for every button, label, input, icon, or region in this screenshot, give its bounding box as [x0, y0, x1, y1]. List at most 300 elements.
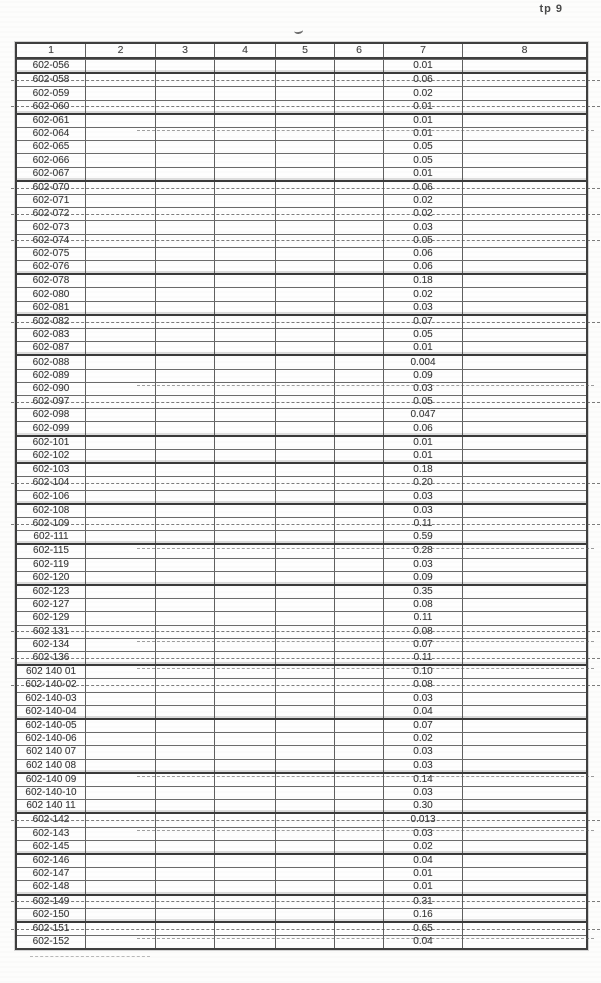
empty-cell — [86, 760, 156, 772]
empty-cell — [463, 733, 586, 745]
row-value: 0.08 — [384, 599, 463, 611]
empty-cell — [276, 370, 335, 382]
empty-cell — [463, 195, 586, 207]
table-row — [17, 328, 586, 341]
empty-cell — [156, 720, 215, 732]
empty-cell — [156, 828, 215, 840]
empty-cell — [335, 841, 384, 853]
empty-cell — [156, 599, 215, 611]
empty-cell — [86, 450, 156, 462]
column-header-2: 2 — [86, 44, 156, 57]
empty-cell — [86, 302, 156, 314]
row-value: 0.09 — [384, 370, 463, 382]
empty-cell — [156, 841, 215, 853]
empty-cell — [463, 923, 586, 935]
column-header-8: 8 — [521, 44, 528, 57]
row-value: 0.01 — [384, 168, 463, 180]
table-row — [17, 517, 586, 530]
empty-cell — [276, 612, 335, 624]
row-value: 0.11 — [384, 612, 463, 624]
empty-cell — [156, 235, 215, 247]
table-row — [17, 314, 586, 328]
empty-cell — [86, 545, 156, 557]
empty-cell — [335, 275, 384, 287]
empty-cell — [463, 168, 586, 180]
row-value: 0.05 — [384, 396, 463, 408]
empty-cell — [215, 275, 276, 287]
empty-cell — [276, 666, 335, 678]
empty-cell — [335, 437, 384, 449]
empty-cell — [276, 800, 335, 812]
row-value: 0.04 — [384, 706, 463, 718]
empty-cell — [156, 639, 215, 651]
table-row — [17, 718, 586, 732]
row-code: 602-129 — [17, 612, 86, 624]
empty-cell — [335, 208, 384, 220]
empty-cell — [463, 477, 586, 489]
empty-cell — [335, 881, 384, 893]
empty-cell — [276, 559, 335, 571]
empty-cell — [335, 329, 384, 341]
row-value: 0.013 — [384, 814, 463, 826]
table-row — [17, 558, 586, 571]
empty-cell — [86, 505, 156, 517]
row-code: 602-067 — [17, 168, 86, 180]
empty-cell — [276, 733, 335, 745]
empty-cell — [86, 923, 156, 935]
empty-cell — [156, 477, 215, 489]
row-value: 0.03 — [384, 693, 463, 705]
row-value: 0.01 — [384, 868, 463, 880]
empty-cell — [276, 936, 335, 948]
empty-cell — [86, 248, 156, 260]
empty-cell — [86, 828, 156, 840]
row-code: 602-146 — [17, 855, 86, 867]
empty-cell — [463, 141, 586, 153]
empty-cell — [86, 208, 156, 220]
empty-cell — [156, 774, 215, 786]
empty-cell — [215, 302, 276, 314]
column-header-6: 6 — [335, 44, 384, 57]
empty-cell — [463, 87, 586, 99]
empty-cell — [276, 141, 335, 153]
row-code: 602-071 — [17, 195, 86, 207]
table-row — [17, 341, 586, 354]
row-value: 0.30 — [384, 800, 463, 812]
table-row — [17, 369, 586, 382]
empty-cell — [156, 693, 215, 705]
row-value: 0.04 — [384, 936, 463, 948]
empty-cell — [86, 572, 156, 584]
column-header-3: 3 — [156, 44, 215, 57]
empty-cell — [215, 182, 276, 194]
empty-cell — [463, 505, 586, 517]
empty-cell — [86, 626, 156, 638]
empty-cell — [463, 855, 586, 867]
empty-cell — [335, 828, 384, 840]
table-row — [17, 260, 586, 273]
empty-cell — [276, 531, 335, 543]
empty-cell — [463, 706, 586, 718]
page-number-label: tp 9 — [539, 3, 563, 15]
empty-cell — [335, 141, 384, 153]
empty-cell — [335, 195, 384, 207]
row-code: 602-143 — [17, 828, 86, 840]
empty-cell — [335, 396, 384, 408]
empty-cell — [156, 356, 215, 368]
empty-cell — [463, 60, 586, 72]
empty-cell — [215, 518, 276, 530]
table-row — [17, 638, 586, 651]
empty-cell — [156, 437, 215, 449]
row-value: 0.02 — [384, 87, 463, 99]
table-row — [17, 476, 586, 489]
empty-cell — [276, 572, 335, 584]
empty-cell — [463, 612, 586, 624]
empty-cell — [156, 923, 215, 935]
empty-cell — [215, 342, 276, 354]
empty-cell — [276, 261, 335, 273]
empty-cell — [276, 383, 335, 395]
empty-cell — [86, 814, 156, 826]
empty-cell — [276, 288, 335, 300]
empty-cell — [276, 87, 335, 99]
empty-cell — [276, 208, 335, 220]
empty-cell — [335, 409, 384, 421]
empty-cell — [156, 936, 215, 948]
empty-cell — [463, 559, 586, 571]
empty-cell — [156, 518, 215, 530]
empty-cell — [156, 855, 215, 867]
empty-cell — [156, 275, 215, 287]
row-code: 602-123 — [17, 586, 86, 598]
empty-cell — [86, 87, 156, 99]
empty-cell — [156, 814, 215, 826]
row-value: 0.01 — [384, 342, 463, 354]
empty-cell — [335, 706, 384, 718]
empty-cell — [86, 383, 156, 395]
empty-cell — [86, 261, 156, 273]
table-row — [17, 167, 586, 180]
row-code: 602-115 — [17, 545, 86, 557]
empty-cell — [335, 599, 384, 611]
empty-cell — [215, 329, 276, 341]
column-header-1: 1 — [17, 44, 86, 57]
empty-cell — [335, 787, 384, 799]
table-row — [17, 354, 586, 368]
row-value: 0.09 — [384, 572, 463, 584]
row-code: 602-073 — [17, 221, 86, 233]
row-code: 602-064 — [17, 128, 86, 140]
empty-cell — [86, 841, 156, 853]
empty-cell — [463, 626, 586, 638]
empty-cell — [335, 87, 384, 99]
empty-cell — [86, 706, 156, 718]
empty-cell — [335, 612, 384, 624]
empty-cell — [215, 101, 276, 113]
empty-cell — [276, 760, 335, 772]
empty-cell — [463, 288, 586, 300]
row-code: 602-083 — [17, 329, 86, 341]
empty-cell — [215, 868, 276, 880]
empty-cell — [215, 154, 276, 166]
table-row — [17, 247, 586, 260]
empty-cell — [276, 586, 335, 598]
row-value: 0.35 — [384, 586, 463, 598]
empty-cell — [86, 329, 156, 341]
empty-cell — [215, 720, 276, 732]
empty-cell — [215, 531, 276, 543]
empty-cell — [86, 881, 156, 893]
table-row — [17, 127, 586, 140]
row-value: 0.03 — [384, 383, 463, 395]
row-code: 602-127 — [17, 599, 86, 611]
empty-cell — [463, 572, 586, 584]
row-value: 0.11 — [384, 652, 463, 664]
empty-cell — [463, 182, 586, 194]
table-row — [17, 503, 586, 517]
empty-cell — [215, 464, 276, 476]
empty-cell — [463, 437, 586, 449]
empty-cell — [276, 422, 335, 434]
empty-cell — [215, 586, 276, 598]
empty-cell — [335, 356, 384, 368]
row-code: 602-099 — [17, 422, 86, 434]
table-row — [17, 490, 586, 503]
empty-cell — [276, 464, 335, 476]
empty-cell — [463, 720, 586, 732]
empty-cell — [335, 923, 384, 935]
row-value: 0.03 — [384, 746, 463, 758]
row-code: 602-136 — [17, 652, 86, 664]
empty-cell — [156, 612, 215, 624]
row-code: 602-074 — [17, 235, 86, 247]
empty-cell — [276, 626, 335, 638]
row-value: 0.08 — [384, 626, 463, 638]
empty-cell — [276, 182, 335, 194]
empty-cell — [156, 733, 215, 745]
empty-cell — [335, 720, 384, 732]
empty-cell — [276, 706, 335, 718]
empty-cell — [335, 168, 384, 180]
empty-cell — [156, 221, 215, 233]
empty-cell — [215, 733, 276, 745]
empty-cell — [463, 639, 586, 651]
empty-cell — [276, 518, 335, 530]
table-row — [17, 598, 586, 611]
row-code: 602-098 — [17, 409, 86, 421]
column-header-4: 4 — [215, 44, 276, 57]
empty-cell — [276, 814, 335, 826]
table-row — [17, 827, 586, 840]
empty-cell — [276, 221, 335, 233]
empty-cell — [463, 679, 586, 691]
row-code: 602-150 — [17, 909, 86, 921]
empty-cell — [215, 896, 276, 908]
empty-cell — [463, 666, 586, 678]
row-code: 602-106 — [17, 491, 86, 503]
empty-cell — [335, 450, 384, 462]
empty-cell — [156, 464, 215, 476]
empty-cell — [463, 531, 586, 543]
empty-cell — [156, 154, 215, 166]
empty-cell — [276, 896, 335, 908]
empty-cell — [335, 518, 384, 530]
row-code: 602-059 — [17, 87, 86, 99]
empty-cell — [156, 195, 215, 207]
table-row — [17, 207, 586, 220]
row-code: 602-119 — [17, 559, 86, 571]
empty-cell — [335, 855, 384, 867]
row-value: 0.28 — [384, 545, 463, 557]
empty-cell — [86, 396, 156, 408]
empty-cell — [215, 909, 276, 921]
empty-cell — [276, 342, 335, 354]
empty-cell — [463, 275, 586, 287]
table-row — [17, 140, 586, 153]
table-header-row — [17, 44, 586, 59]
row-value: 0.06 — [384, 422, 463, 434]
data-table — [15, 42, 588, 950]
empty-cell — [215, 599, 276, 611]
empty-cell — [215, 639, 276, 651]
row-value: 0.03 — [384, 787, 463, 799]
empty-cell — [335, 221, 384, 233]
empty-cell — [463, 545, 586, 557]
row-code: 602-056 — [17, 60, 86, 72]
empty-cell — [86, 746, 156, 758]
empty-cell — [335, 248, 384, 260]
empty-cell — [156, 706, 215, 718]
empty-cell — [215, 383, 276, 395]
table-row — [17, 113, 586, 127]
empty-cell — [86, 720, 156, 732]
empty-cell — [215, 128, 276, 140]
empty-cell — [215, 652, 276, 664]
row-code: 602-140-03 — [17, 693, 86, 705]
table-row — [17, 853, 586, 867]
empty-cell — [335, 936, 384, 948]
empty-cell — [463, 652, 586, 664]
empty-cell — [335, 572, 384, 584]
empty-cell — [463, 208, 586, 220]
empty-cell — [156, 491, 215, 503]
empty-cell — [335, 746, 384, 758]
empty-cell — [276, 60, 335, 72]
empty-cell — [335, 302, 384, 314]
empty-cell — [463, 896, 586, 908]
row-code: 602-134 — [17, 639, 86, 651]
empty-cell — [86, 437, 156, 449]
empty-cell — [156, 881, 215, 893]
empty-cell — [335, 559, 384, 571]
empty-cell — [463, 599, 586, 611]
row-code: 602-101 — [17, 437, 86, 449]
empty-cell — [215, 814, 276, 826]
empty-cell — [463, 221, 586, 233]
row-code: 602-140 09 — [17, 774, 86, 786]
empty-cell — [276, 409, 335, 421]
empty-cell — [156, 760, 215, 772]
empty-cell — [276, 356, 335, 368]
empty-cell — [463, 342, 586, 354]
empty-cell — [215, 437, 276, 449]
row-value: 0.05 — [384, 235, 463, 247]
row-code: 602-065 — [17, 141, 86, 153]
empty-cell — [86, 936, 156, 948]
empty-cell — [335, 733, 384, 745]
empty-cell — [156, 208, 215, 220]
table-row — [17, 301, 586, 314]
row-value: 0.03 — [384, 828, 463, 840]
table-row — [17, 449, 586, 462]
empty-cell — [215, 477, 276, 489]
table-row — [17, 692, 586, 705]
empty-cell — [215, 666, 276, 678]
empty-cell — [463, 74, 586, 86]
empty-cell — [156, 868, 215, 880]
table-row — [17, 611, 586, 624]
empty-cell — [276, 841, 335, 853]
row-value: 0.05 — [384, 141, 463, 153]
row-value: 0.01 — [384, 450, 463, 462]
empty-cell — [86, 356, 156, 368]
empty-cell — [86, 409, 156, 421]
empty-cell — [156, 248, 215, 260]
empty-cell — [156, 115, 215, 127]
empty-cell — [215, 396, 276, 408]
empty-cell — [215, 774, 276, 786]
empty-cell — [276, 639, 335, 651]
table-row — [17, 584, 586, 598]
empty-cell — [276, 787, 335, 799]
empty-cell — [156, 572, 215, 584]
row-code: 602-097 — [17, 396, 86, 408]
empty-cell — [276, 909, 335, 921]
empty-cell — [215, 936, 276, 948]
empty-cell — [156, 141, 215, 153]
empty-cell — [156, 87, 215, 99]
empty-cell — [215, 74, 276, 86]
empty-cell — [463, 450, 586, 462]
empty-cell — [156, 60, 215, 72]
empty-cell — [335, 464, 384, 476]
empty-cell — [215, 168, 276, 180]
row-code: 602-140-02 — [17, 679, 86, 691]
empty-cell — [156, 261, 215, 273]
empty-cell — [463, 909, 586, 921]
row-value: 0.03 — [384, 221, 463, 233]
empty-cell — [156, 182, 215, 194]
empty-cell — [463, 422, 586, 434]
empty-cell — [276, 855, 335, 867]
row-code: 602-109 — [17, 518, 86, 530]
row-code: 602-061 — [17, 115, 86, 127]
empty-cell — [335, 115, 384, 127]
empty-cell — [215, 505, 276, 517]
row-value: 0.11 — [384, 518, 463, 530]
empty-cell — [86, 896, 156, 908]
row-value: 0.01 — [384, 115, 463, 127]
empty-cell — [86, 652, 156, 664]
row-value: 0.047 — [384, 409, 463, 421]
empty-cell — [335, 814, 384, 826]
empty-cell — [86, 115, 156, 127]
empty-cell — [156, 316, 215, 328]
empty-cell — [335, 370, 384, 382]
empty-cell — [463, 746, 586, 758]
table-row — [17, 86, 586, 99]
